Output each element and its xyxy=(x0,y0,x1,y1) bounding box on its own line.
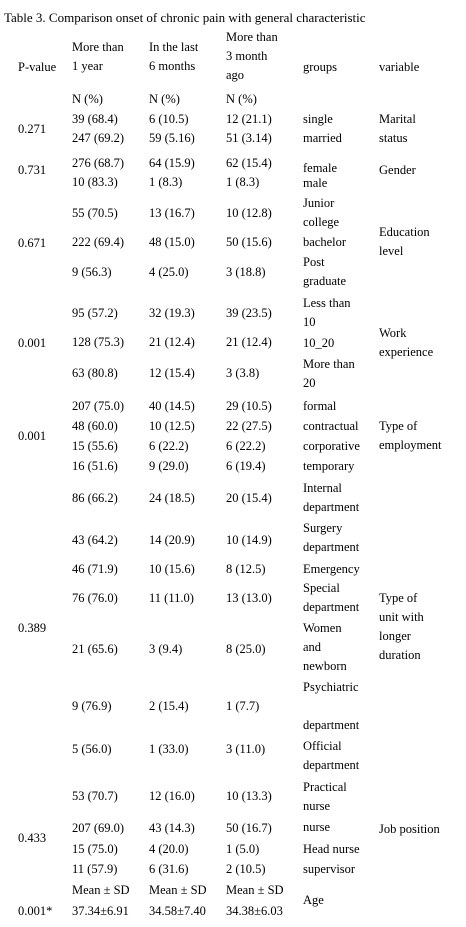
cell-more-than-3-month: 12 (21.1) xyxy=(226,112,272,126)
group-label: Special department xyxy=(303,581,360,614)
cell-last-6-months: 10 (15.6) xyxy=(149,562,195,576)
age-pvalue: 0.001* xyxy=(18,904,53,918)
pvalue-cell: 0.389 xyxy=(18,621,47,635)
age-unit-3: Mean ± SD xyxy=(226,883,284,897)
cell-more-than-3-month: 10 (12.8) xyxy=(226,206,272,220)
header-more-than-3-month: More than 3 month ago xyxy=(226,30,278,82)
group-label: 10_20 xyxy=(303,336,335,350)
header-more-than-1-year: More than 1 year xyxy=(72,40,124,73)
cell-more-than-1-year: 128 (75.3) xyxy=(72,335,125,349)
cell-last-6-months: 14 (20.9) xyxy=(149,533,195,547)
cell-more-than-1-year: 247 (69.2) xyxy=(72,131,125,145)
age-variable: Age xyxy=(303,893,324,907)
cell-more-than-3-month: 51 (3.14) xyxy=(226,131,272,145)
cell-more-than-3-month: 21 (12.4) xyxy=(226,335,272,349)
cell-more-than-1-year: 15 (75.0) xyxy=(72,842,118,856)
cell-more-than-1-year: 5 (56.0) xyxy=(72,742,112,756)
cell-more-than-3-month: 22 (27.5) xyxy=(226,419,272,433)
variable-label: Gender xyxy=(379,163,416,177)
cell-more-than-3-month: 39 (23.5) xyxy=(226,306,272,320)
cell-last-6-months: 11 (11.0) xyxy=(149,591,194,605)
cell-more-than-3-month: 8 (25.0) xyxy=(226,642,266,656)
age-unit-2: Mean ± SD xyxy=(149,883,207,897)
group-label: single xyxy=(303,112,333,126)
cell-last-6-months: 21 (12.4) xyxy=(149,335,195,349)
group-label: More than 20 xyxy=(303,357,355,390)
cell-more-than-1-year: 86 (66.2) xyxy=(72,491,118,505)
group-label: Practical nurse xyxy=(303,780,347,813)
unit-c2: N (%) xyxy=(149,92,180,106)
cell-more-than-3-month: 50 (15.6) xyxy=(226,235,272,249)
age-unit-1: Mean ± SD xyxy=(72,883,130,897)
cell-more-than-1-year: 11 (57.9) xyxy=(72,862,118,876)
group-label: Surgery department xyxy=(303,521,360,554)
cell-more-than-3-month: 3 (11.0) xyxy=(226,742,266,756)
cell-last-6-months: 64 (15.9) xyxy=(149,156,195,170)
group-label: Women and newborn xyxy=(303,621,347,673)
cell-more-than-1-year: 222 (69.4) xyxy=(72,235,125,249)
cell-more-than-1-year: 21 (65.6) xyxy=(72,642,118,656)
unit-c1: N (%) xyxy=(72,92,103,106)
cell-last-6-months: 2 (15.4) xyxy=(149,699,189,713)
variable-label: Work experience xyxy=(379,326,434,359)
cell-last-6-months: 40 (14.5) xyxy=(149,399,195,413)
group-label: contractual xyxy=(303,419,359,433)
cell-last-6-months: 12 (16.0) xyxy=(149,789,195,803)
cell-more-than-3-month: 2 (10.5) xyxy=(226,862,266,876)
group-label: Internal department xyxy=(303,481,360,514)
group-label: Head nurse xyxy=(303,842,360,856)
cell-more-than-3-month: 3 (3.8) xyxy=(226,366,260,380)
group-label: Emergency xyxy=(303,562,360,576)
group-label: Psychiatric department xyxy=(303,680,360,732)
variable-label: Education level xyxy=(379,225,430,258)
cell-more-than-3-month: 8 (12.5) xyxy=(226,562,266,576)
variable-label: Type of unit with longer duration xyxy=(379,591,424,662)
group-label: nurse xyxy=(303,820,331,834)
cell-more-than-1-year: 207 (69.0) xyxy=(72,821,125,835)
group-label: Post graduate xyxy=(303,255,347,288)
cell-more-than-1-year: 95 (57.2) xyxy=(72,306,118,320)
cell-more-than-1-year: 55 (70.5) xyxy=(72,206,118,220)
cell-more-than-1-year: 9 (56.3) xyxy=(72,265,112,279)
cell-last-6-months: 4 (25.0) xyxy=(149,265,189,279)
pvalue-cell: 0.433 xyxy=(18,831,47,845)
cell-more-than-3-month: 50 (16.7) xyxy=(226,821,272,835)
cell-last-6-months: 6 (31.6) xyxy=(149,862,189,876)
unit-c3: N (%) xyxy=(226,92,257,106)
pvalue-cell: 0.001 xyxy=(18,429,47,443)
cell-last-6-months: 6 (10.5) xyxy=(149,112,189,126)
group-label: male xyxy=(303,176,328,190)
group-label: corporative xyxy=(303,439,360,453)
cell-more-than-1-year: 63 (80.8) xyxy=(72,366,118,380)
group-label: married xyxy=(303,131,342,145)
cell-more-than-3-month: 1 (8.3) xyxy=(226,175,260,189)
group-label: Official department xyxy=(303,739,360,772)
group-label: Junior college xyxy=(303,196,340,229)
cell-last-6-months: 6 (22.2) xyxy=(149,439,189,453)
group-label: Less than 10 xyxy=(303,296,351,329)
cell-more-than-1-year: 43 (64.2) xyxy=(72,533,118,547)
cell-more-than-1-year: 10 (83.3) xyxy=(72,175,118,189)
cell-more-than-1-year: 53 (70.7) xyxy=(72,789,118,803)
cell-last-6-months: 12 (15.4) xyxy=(149,366,195,380)
cell-more-than-3-month: 20 (15.4) xyxy=(226,491,272,505)
cell-more-than-3-month: 6 (22.2) xyxy=(226,439,266,453)
cell-last-6-months: 4 (20.0) xyxy=(149,842,189,856)
cell-more-than-3-month: 62 (15.4) xyxy=(226,156,272,170)
header-groups: groups xyxy=(303,60,338,74)
cell-more-than-1-year: 15 (55.6) xyxy=(72,439,118,453)
group-label: temporary xyxy=(303,459,355,473)
pvalue-cell: 0.671 xyxy=(18,236,47,250)
table-caption: Table 3. Comparison onset of chronic pain with general characteristic xyxy=(4,10,366,25)
cell-more-than-1-year: 39 (68.4) xyxy=(72,112,118,126)
variable-label: Type of employment xyxy=(379,419,442,452)
header-pvalue: P-value xyxy=(18,60,57,74)
cell-more-than-3-month: 13 (13.0) xyxy=(226,591,272,605)
cell-last-6-months: 1 (33.0) xyxy=(149,742,189,756)
cell-last-6-months: 59 (5.16) xyxy=(149,131,195,145)
age-value-1: 37.34±6.91 xyxy=(72,904,129,918)
cell-last-6-months: 48 (15.0) xyxy=(149,235,195,249)
cell-more-than-1-year: 9 (76.9) xyxy=(72,699,112,713)
cell-more-than-1-year: 16 (51.6) xyxy=(72,459,118,473)
cell-more-than-3-month: 3 (18.8) xyxy=(226,265,266,279)
age-value-3: 34.38±6.03 xyxy=(226,904,283,918)
cell-last-6-months: 43 (14.3) xyxy=(149,821,195,835)
cell-more-than-3-month: 1 (7.7) xyxy=(226,699,260,713)
cell-last-6-months: 3 (9.4) xyxy=(149,642,183,656)
pvalue-cell: 0.271 xyxy=(18,122,47,136)
cell-more-than-3-month: 29 (10.5) xyxy=(226,399,272,413)
variable-label: Marital status xyxy=(379,112,416,145)
cell-more-than-1-year: 207 (75.0) xyxy=(72,399,125,413)
cell-more-than-3-month: 10 (13.3) xyxy=(226,789,272,803)
cell-last-6-months: 24 (18.5) xyxy=(149,491,195,505)
pvalue-cell: 0.731 xyxy=(18,163,47,177)
group-label: formal xyxy=(303,399,337,413)
pvalue-cell: 0.001 xyxy=(18,336,47,350)
cell-more-than-1-year: 76 (76.0) xyxy=(72,591,118,605)
header-last-6-months: In the last 6 months xyxy=(149,40,199,73)
age-value-2: 34.58±7.40 xyxy=(149,904,206,918)
group-label: bachelor xyxy=(303,235,347,249)
cell-more-than-3-month: 10 (14.9) xyxy=(226,533,272,547)
cell-more-than-3-month: 1 (5.0) xyxy=(226,842,260,856)
header-variable: variable xyxy=(379,60,420,74)
cell-last-6-months: 9 (29.0) xyxy=(149,459,189,473)
cell-last-6-months: 1 (8.3) xyxy=(149,175,183,189)
cell-more-than-3-month: 6 (19.4) xyxy=(226,459,266,473)
cell-more-than-1-year: 276 (68.7) xyxy=(72,156,125,170)
cell-last-6-months: 32 (19.3) xyxy=(149,306,195,320)
cell-more-than-1-year: 46 (71.9) xyxy=(72,562,118,576)
variable-label: Job position xyxy=(379,822,440,836)
group-label: female xyxy=(303,161,338,175)
cell-last-6-months: 10 (12.5) xyxy=(149,419,195,433)
cell-more-than-1-year: 48 (60.0) xyxy=(72,419,118,433)
group-label: supervisor xyxy=(303,862,356,876)
cell-last-6-months: 13 (16.7) xyxy=(149,206,195,220)
